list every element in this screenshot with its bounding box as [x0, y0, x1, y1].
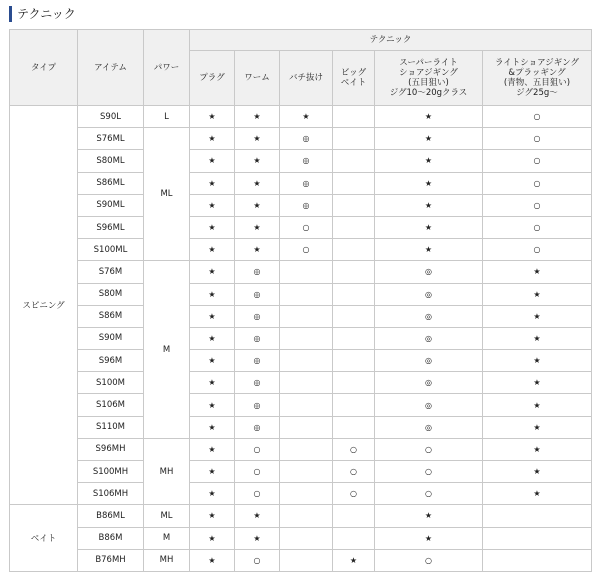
mark-cell-big-bait: [333, 216, 375, 238]
item-cell: S86ML: [78, 172, 144, 194]
table-row: [10, 461, 592, 483]
mark-cell-plug: ★: [190, 283, 235, 305]
mark-cell-worm: ○: [235, 483, 280, 505]
header-bachinuke: バチ抜け: [280, 51, 333, 106]
mark-cell-light-shore: ○: [483, 128, 592, 150]
power-cell: MH: [144, 549, 190, 571]
mark-cell-plug: ★: [190, 150, 235, 172]
mark-cell-worm: ◎: [235, 394, 280, 416]
mark-cell-worm: ◎: [235, 283, 280, 305]
item-cell: B76MH: [78, 549, 144, 571]
table-row: [10, 194, 592, 216]
mark-cell-super-light: ★: [375, 172, 483, 194]
mark-cell-big-bait: [333, 239, 375, 261]
header-big-bait: ビッグ ベイト: [333, 51, 375, 106]
mark-cell-big-bait: ★: [333, 549, 375, 571]
mark-cell-worm: ★: [235, 505, 280, 527]
item-cell: S76ML: [78, 128, 144, 150]
mark-cell-big-bait: ○: [333, 461, 375, 483]
mark-cell-big-bait: [333, 106, 375, 128]
mark-cell-worm: ◎: [235, 372, 280, 394]
mark-cell-big-bait: [333, 261, 375, 283]
mark-cell-light-shore: [483, 527, 592, 549]
mark-cell-light-shore: ★: [483, 305, 592, 327]
item-cell: S90ML: [78, 194, 144, 216]
mark-cell-plug: ★: [190, 549, 235, 571]
header-plug: プラグ: [190, 51, 235, 106]
title-accent-bar: [9, 6, 12, 22]
mark-cell-big-bait: [333, 350, 375, 372]
mark-cell-super-light: ★: [375, 128, 483, 150]
mark-cell-super-light: ★: [375, 150, 483, 172]
power-cell: L: [144, 106, 190, 128]
table-row: [10, 350, 592, 372]
table-header: [10, 30, 592, 106]
mark-cell-plug: ★: [190, 106, 235, 128]
mark-cell-super-light: ★: [375, 527, 483, 549]
mark-cell-plug: ★: [190, 483, 235, 505]
mark-cell-plug: ★: [190, 505, 235, 527]
mark-cell-worm: ★: [235, 172, 280, 194]
mark-cell-light-shore: ○: [483, 239, 592, 261]
mark-cell-plug: ★: [190, 327, 235, 349]
mark-cell-bachinuke: ◎: [280, 128, 333, 150]
section-title-text: テクニック: [17, 7, 76, 21]
power-cell: MH: [144, 438, 190, 505]
mark-cell-worm: ◎: [235, 350, 280, 372]
mark-cell-plug: ★: [190, 372, 235, 394]
mark-cell-big-bait: [333, 505, 375, 527]
mark-cell-plug: ★: [190, 438, 235, 460]
header-technique: テクニック: [190, 30, 592, 51]
mark-cell-light-shore: ★: [483, 438, 592, 460]
power-cell: ML: [144, 505, 190, 527]
mark-cell-light-shore: ★: [483, 416, 592, 438]
mark-cell-light-shore: ○: [483, 106, 592, 128]
mark-cell-worm: ★: [235, 527, 280, 549]
mark-cell-plug: ★: [190, 394, 235, 416]
item-cell: S90L: [78, 106, 144, 128]
table-row: [10, 372, 592, 394]
power-cell: ML: [144, 128, 190, 261]
mark-cell-super-light: ◎: [375, 372, 483, 394]
header-super-light-shore-jigging: スーパーライト ショアジギング (五目狙い) ジグ10～20gクラス: [375, 51, 483, 106]
table-row: [10, 327, 592, 349]
mark-cell-super-light: ○: [375, 438, 483, 460]
mark-cell-light-shore: ○: [483, 216, 592, 238]
mark-cell-light-shore: ★: [483, 350, 592, 372]
item-cell: S96M: [78, 350, 144, 372]
table-row: [10, 505, 592, 527]
item-cell: S86M: [78, 305, 144, 327]
mark-cell-worm: ○: [235, 549, 280, 571]
mark-cell-light-shore: ★: [483, 483, 592, 505]
item-cell: S96MH: [78, 438, 144, 460]
mark-cell-worm: ★: [235, 150, 280, 172]
item-cell: S90M: [78, 327, 144, 349]
mark-cell-super-light: ★: [375, 505, 483, 527]
mark-cell-worm: ★: [235, 239, 280, 261]
mark-cell-bachinuke: [280, 505, 333, 527]
mark-cell-light-shore: ★: [483, 461, 592, 483]
mark-cell-super-light: ★: [375, 239, 483, 261]
mark-cell-bachinuke: ◎: [280, 172, 333, 194]
mark-cell-big-bait: [333, 172, 375, 194]
mark-cell-plug: ★: [190, 261, 235, 283]
table-row: [10, 283, 592, 305]
mark-cell-big-bait: [333, 372, 375, 394]
table-row: [10, 128, 592, 150]
mark-cell-plug: ★: [190, 239, 235, 261]
header-worm: ワーム: [235, 51, 280, 106]
table-row: [10, 416, 592, 438]
mark-cell-plug: ★: [190, 128, 235, 150]
header-power: パワー: [144, 30, 190, 106]
mark-cell-plug: ★: [190, 305, 235, 327]
mark-cell-big-bait: ○: [333, 438, 375, 460]
mark-cell-bachinuke: [280, 461, 333, 483]
mark-cell-bachinuke: [280, 327, 333, 349]
item-cell: B86ML: [78, 505, 144, 527]
mark-cell-bachinuke: [280, 261, 333, 283]
mark-cell-big-bait: [333, 416, 375, 438]
mark-cell-super-light: ◎: [375, 350, 483, 372]
mark-cell-big-bait: [333, 194, 375, 216]
table-row: [10, 239, 592, 261]
mark-cell-plug: ★: [190, 194, 235, 216]
header-light-shore-jigging: ライトショアジギング &プラッギング (青物、五目狙い) ジグ25g～: [483, 51, 592, 106]
mark-cell-bachinuke: [280, 438, 333, 460]
mark-cell-bachinuke: ★: [280, 106, 333, 128]
mark-cell-light-shore: ★: [483, 283, 592, 305]
mark-cell-worm: ◎: [235, 305, 280, 327]
mark-cell-bachinuke: [280, 305, 333, 327]
item-cell: S80M: [78, 283, 144, 305]
mark-cell-big-bait: [333, 327, 375, 349]
power-cell: M: [144, 527, 190, 549]
mark-cell-worm: ★: [235, 216, 280, 238]
mark-cell-big-bait: [333, 128, 375, 150]
mark-cell-super-light: ◎: [375, 305, 483, 327]
table-body: [10, 106, 592, 572]
table-row: [10, 305, 592, 327]
mark-cell-bachinuke: [280, 416, 333, 438]
mark-cell-super-light: ○: [375, 483, 483, 505]
item-cell: S80ML: [78, 150, 144, 172]
mark-cell-light-shore: ★: [483, 327, 592, 349]
item-cell: S106M: [78, 394, 144, 416]
mark-cell-worm: ★: [235, 128, 280, 150]
mark-cell-super-light: ◎: [375, 283, 483, 305]
mark-cell-super-light: ○: [375, 461, 483, 483]
mark-cell-light-shore: ○: [483, 150, 592, 172]
table-row: [10, 549, 592, 571]
item-cell: S100ML: [78, 239, 144, 261]
mark-cell-bachinuke: [280, 372, 333, 394]
item-cell: S76M: [78, 261, 144, 283]
mark-cell-bachinuke: [280, 350, 333, 372]
item-cell: S106MH: [78, 483, 144, 505]
mark-cell-worm: ★: [235, 194, 280, 216]
mark-cell-light-shore: ★: [483, 261, 592, 283]
mark-cell-big-bait: [333, 305, 375, 327]
header-item: アイテム: [78, 30, 144, 106]
header-type: タイプ: [10, 30, 78, 106]
mark-cell-bachinuke: [280, 283, 333, 305]
mark-cell-super-light: ○: [375, 549, 483, 571]
section-title: [9, 4, 76, 24]
mark-cell-light-shore: [483, 505, 592, 527]
mark-cell-worm: ◎: [235, 327, 280, 349]
mark-cell-plug: ★: [190, 416, 235, 438]
mark-cell-big-bait: [333, 394, 375, 416]
mark-cell-light-shore: ○: [483, 172, 592, 194]
mark-cell-bachinuke: ○: [280, 239, 333, 261]
mark-cell-super-light: ◎: [375, 261, 483, 283]
mark-cell-bachinuke: ◎: [280, 150, 333, 172]
mark-cell-light-shore: [483, 549, 592, 571]
mark-cell-super-light: ◎: [375, 416, 483, 438]
mark-cell-worm: ◎: [235, 416, 280, 438]
mark-cell-worm: ○: [235, 461, 280, 483]
mark-cell-plug: ★: [190, 172, 235, 194]
mark-cell-light-shore: ★: [483, 394, 592, 416]
mark-cell-plug: ★: [190, 350, 235, 372]
table-row: [10, 150, 592, 172]
mark-cell-big-bait: [333, 283, 375, 305]
mark-cell-super-light: ★: [375, 194, 483, 216]
mark-cell-bachinuke: ○: [280, 216, 333, 238]
mark-cell-bachinuke: [280, 394, 333, 416]
mark-cell-big-bait: ○: [333, 483, 375, 505]
mark-cell-big-bait: [333, 527, 375, 549]
table-row: [10, 527, 592, 549]
mark-cell-light-shore: ★: [483, 372, 592, 394]
mark-cell-super-light: ◎: [375, 327, 483, 349]
mark-cell-worm: ★: [235, 106, 280, 128]
mark-cell-worm: ○: [235, 438, 280, 460]
table-row: [10, 261, 592, 283]
technique-table: [9, 29, 592, 572]
mark-cell-super-light: ★: [375, 216, 483, 238]
mark-cell-bachinuke: [280, 483, 333, 505]
item-cell: S100MH: [78, 461, 144, 483]
mark-cell-plug: ★: [190, 461, 235, 483]
table-row: [10, 394, 592, 416]
mark-cell-bachinuke: ◎: [280, 194, 333, 216]
item-cell: B86M: [78, 527, 144, 549]
table-row: [10, 438, 592, 460]
item-cell: S100M: [78, 372, 144, 394]
table-row: [10, 106, 592, 128]
mark-cell-bachinuke: [280, 527, 333, 549]
mark-cell-light-shore: ○: [483, 194, 592, 216]
mark-cell-bachinuke: [280, 549, 333, 571]
mark-cell-super-light: ◎: [375, 394, 483, 416]
mark-cell-big-bait: [333, 150, 375, 172]
mark-cell-plug: ★: [190, 527, 235, 549]
type-cell: スピニング: [10, 106, 78, 505]
type-cell: ベイト: [10, 505, 78, 572]
table-row: [10, 216, 592, 238]
mark-cell-super-light: ★: [375, 106, 483, 128]
table-row: [10, 483, 592, 505]
mark-cell-worm: ◎: [235, 261, 280, 283]
item-cell: S110M: [78, 416, 144, 438]
table-row: [10, 172, 592, 194]
mark-cell-plug: ★: [190, 216, 235, 238]
item-cell: S96ML: [78, 216, 144, 238]
power-cell: M: [144, 261, 190, 439]
